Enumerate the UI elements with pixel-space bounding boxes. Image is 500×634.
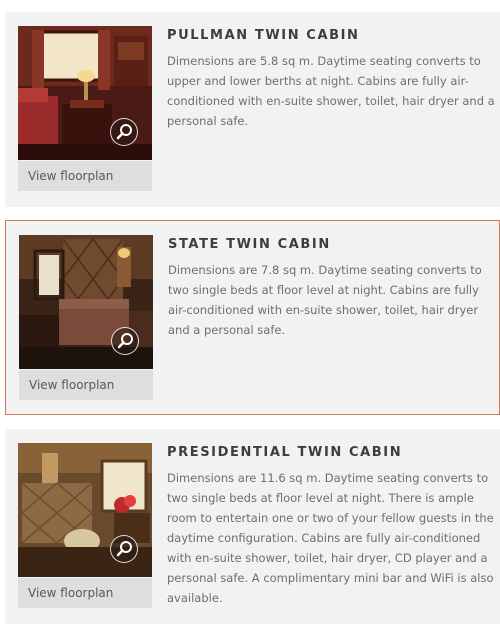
zoom-button[interactable] [110, 535, 138, 563]
cabin-card-presidential [5, 429, 500, 624]
cabin-photo[interactable] [18, 26, 152, 160]
view-floorplan-button[interactable]: View floorplan [18, 161, 152, 191]
cabin-description: Dimensions are 11.6 sq m. Daytime seating converts to two single beds at floor level at night. There is ample room to entertain one or two of your fellow guests in the daytime configuration. Cabins are fully air-conditioned with en-suite shower, toilet, hair dryer, CD player and a personal safe. A complimentary mini bar and WiFi is also available. [167, 471, 494, 605]
cabin-title: STATE TWIN CABIN [168, 237, 331, 252]
cabin-photo[interactable] [19, 235, 153, 369]
view-floorplan-button[interactable]: View floorplan [18, 578, 152, 608]
magnifier-icon [111, 536, 137, 562]
cabin-title: PULLMAN TWIN CABIN [167, 28, 360, 43]
cabin-card-pullman [5, 12, 500, 207]
magnifier-icon [111, 119, 137, 145]
magnifier-icon [112, 328, 138, 354]
view-floorplan-button[interactable]: View floorplan [19, 370, 153, 400]
zoom-button[interactable] [111, 327, 139, 355]
cabin-photo[interactable] [18, 443, 152, 577]
cabin-title: PRESIDENTIAL TWIN CABIN [167, 445, 403, 460]
cabin-description: Dimensions are 5.8 sq m. Daytime seating converts to upper and lower berths at night. Cabins are fully air-conditioned with en-suite shower, toilet, hair dryer and a personal safe. [167, 54, 495, 128]
zoom-button[interactable] [110, 118, 138, 146]
cabin-card-state [5, 220, 500, 415]
cabin-description: Dimensions are 7.8 sq m. Daytime seating converts to two single beds at floor level at night. Cabins are fully air-conditioned with en-suite shower, toilet, hair dryer and a personal safe. [168, 263, 482, 337]
